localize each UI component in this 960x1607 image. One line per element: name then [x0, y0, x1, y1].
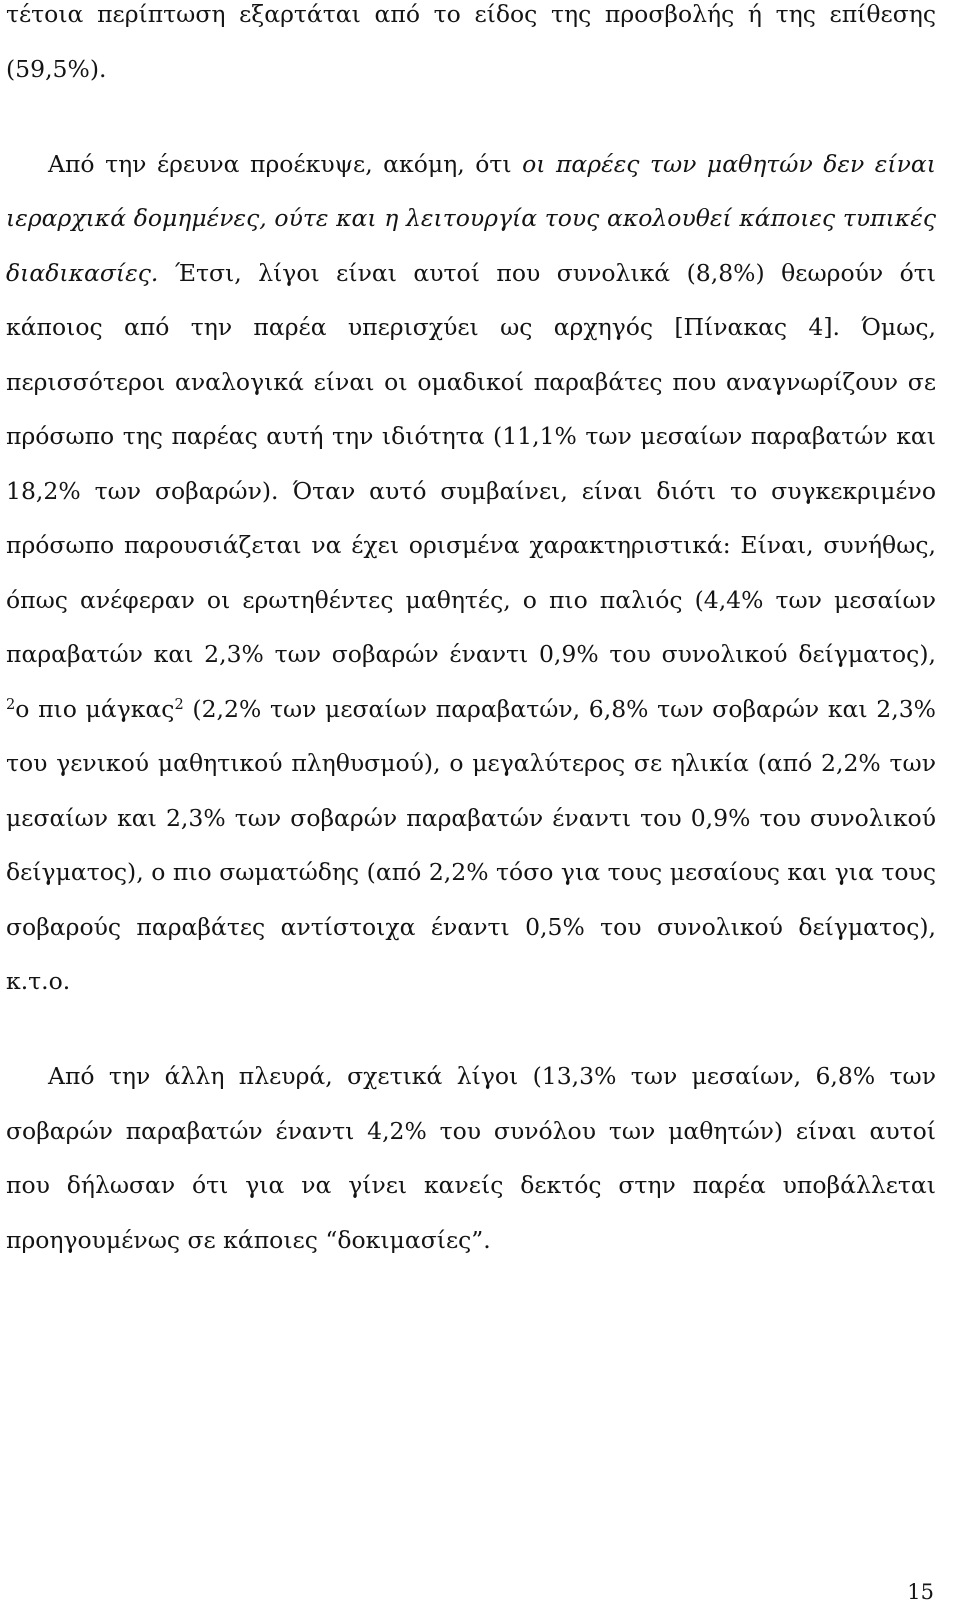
- paragraph-text: Έτσι, λίγοι είναι αυτοί που συνολικά (8,8%) θεωρούν ότι κάποιος από την παρέα υπερισχύει ως αρχηγός [Πίνακας 4]. Όμως, περισσότεροι αναλογικά είναι οι ομαδικοί παραβάτες που αναγνωρίζουν σε πρόσωπο της παρέας αυτή την ιδιότητα (11,1% των μεσαίων παραβατών και 18,2% των σοβαρών). Όταν αυτό συμβαίνει, είναι διότι το συγκεκριμένο πρόσωπο παρουσιάζεται να έχει ορισμένα χαρακτηριστικά: Είναι, συνήθως, όπως ανέφεραν οι ερωτηθέντες μαθητές, ο πιο παλιός (4,4% των μεσαίων παραβατών και 2,3% των σοβαρών έναντι 0,9% του συνολικού δείγματος),: [6, 258, 936, 668]
- paragraph-continued: τέτοια περίπτωση εξαρτάται από το είδος της προσβολής ή της επίθεσης (59,5%).: [6, 0, 936, 83]
- paragraph-other-side: Από την άλλη πλευρά, σχετικά λίγοι (13,3% των μεσαίων, 6,8% των σοβαρών παραβατών έναντι 4,2% του συνόλου των μαθητών) είναι αυτοί που δήλωσαν ότι για να γίνει κανείς δεκτός στην παρέα υποβάλλεται προηγουμένως σε κάποιες “δοκιμασίες”.: [6, 1062, 936, 1254]
- superscript-quote-mark: 2: [6, 695, 16, 713]
- paragraph-text: (2,2% των μεσαίων παραβατών, 6,8% των σοβαρών και 2,3% του γενικού μαθητικού πληθυσμού), ο μεγαλύτερος σε ηλικία (από 2,2% των μεσαίων και 2,3% των σοβαρών παραβατών έναντι του 0,9% του συνολικού δείγματος), ο πιο σωματώδης (από 2,2% τόσο για τους μεσαίους και για τους σοβαρούς παραβάτες αντίστοιχα έναντι 0,5% του συνολικού δείγματος), κ.τ.ο.: [6, 694, 936, 995]
- paragraph-text: Από την έρευνα προέκυψε, ακόμη, ότι: [48, 149, 523, 178]
- paragraph-text: ο πιο μάγκας: [15, 694, 175, 723]
- emphasized-finding: οι παρέες των μαθητών δεν είναι ιεραρχικά δομημένες, ούτε και η λειτουργία τους ακολουθεί κάποιες τυπικές διαδικασίες.: [6, 149, 937, 287]
- page-number: 15: [907, 1580, 934, 1604]
- document-page: [6, 0, 936, 1267]
- superscript-quote-mark: 2: [174, 695, 184, 713]
- paragraph-findings: [6, 137, 936, 1009]
